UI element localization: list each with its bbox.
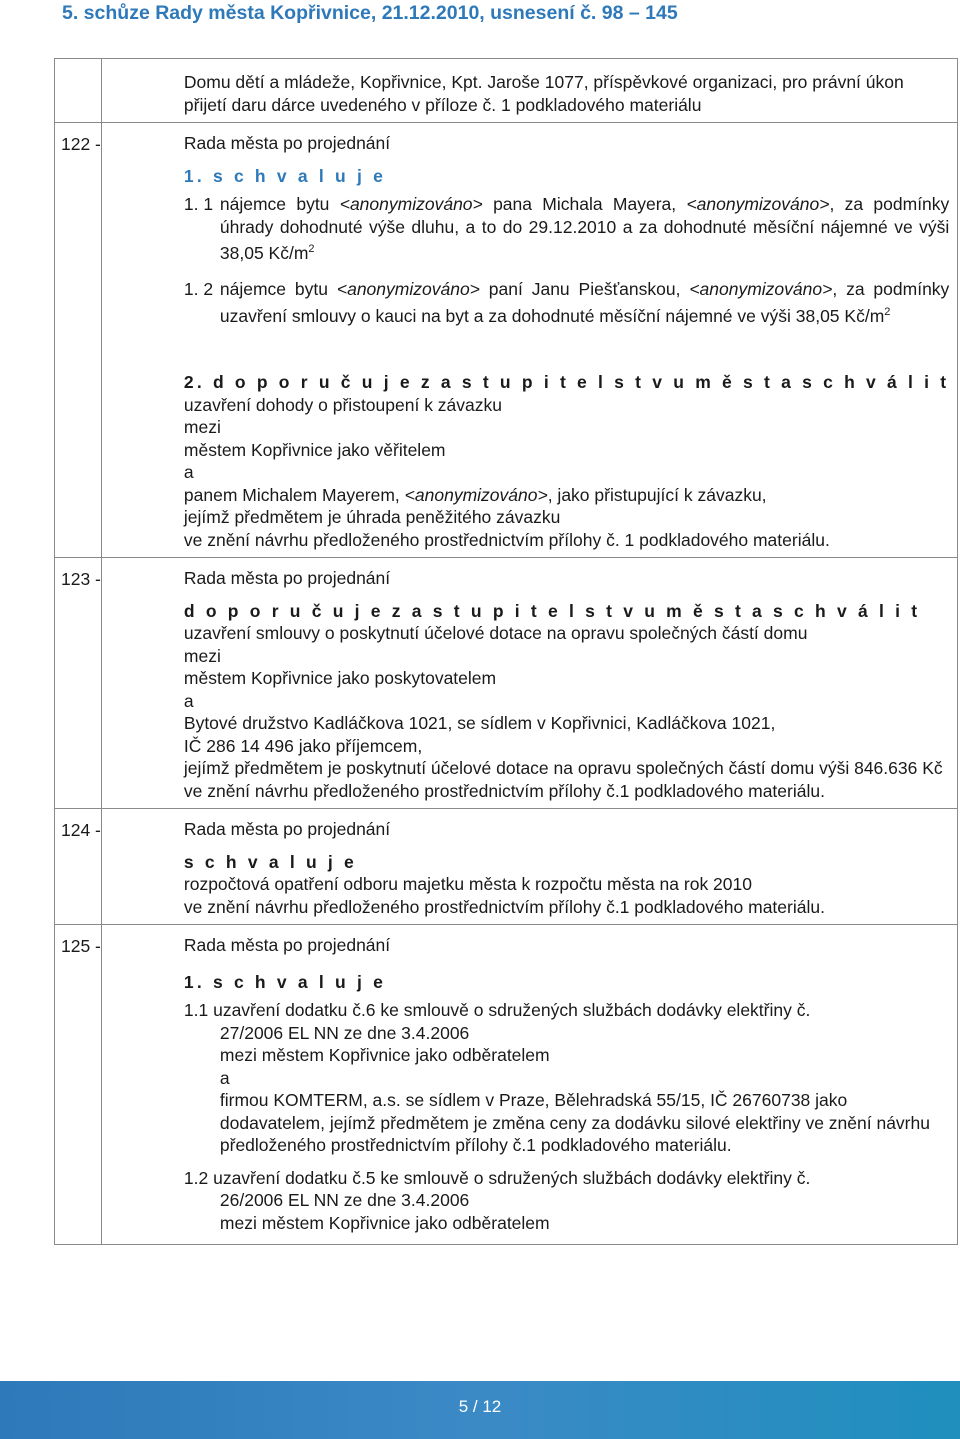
text-line: mezi městem Kopřivnice jako odběratelem bbox=[219, 1212, 550, 1233]
text-line: mezi bbox=[183, 417, 221, 438]
table-row bbox=[55, 123, 958, 558]
table-row bbox=[55, 558, 958, 809]
resolution-item bbox=[184, 278, 949, 327]
resolution-number-cell bbox=[55, 59, 102, 123]
text-line: a bbox=[183, 462, 194, 483]
approve-heading: s c h v a l u j e bbox=[183, 851, 357, 872]
text-line: a bbox=[219, 1067, 230, 1088]
approve-heading: 1. s c h v a l u j e bbox=[183, 165, 387, 186]
resolution-intro: Rada města po projednání bbox=[183, 935, 391, 956]
item-label: 1. 2 bbox=[183, 279, 214, 300]
text-line: 27/2006 EL NN ze dne 3.4.2006 bbox=[219, 1022, 470, 1043]
resolution-body-cell bbox=[101, 59, 957, 123]
item-text: nájemce bytu <anonymizováno> paní Janu Piešťanskou, <anonymizováno>, za podmínky uzavření smlouvy o kauci na byt a za dohodnuté měsíční nájemné ve výši 38,05 $Kč/m^2$ bbox=[219, 279, 950, 326]
recommend-heading: d o p o r u č u j e z a s t u p i t e l s t v u m ě s t a s c h v á l i t bbox=[183, 600, 921, 621]
resolution-body-cell bbox=[101, 809, 957, 925]
text-line: městem Kopřivnice jako poskytovatelem bbox=[183, 668, 497, 689]
recommend-heading: 2. d o p o r u č u j e z a s t u p i t e l s t v u m ě s t a s c h v á l i t bbox=[183, 372, 950, 393]
page-title: 5. schůze Rady města Kopřivnice, 21.12.2010, usnesení č. 98 – 145 bbox=[62, 2, 678, 24]
text-line: jejímž předmětem je poskytnutí účelové dotace na opravu společných částí domu výši 846.636 Kč bbox=[183, 758, 943, 779]
approve-heading: 1. s c h v a l u j e bbox=[183, 971, 387, 992]
anonymized-text: <anonymizováno> bbox=[336, 279, 480, 300]
resolution-body-cell bbox=[101, 925, 957, 1245]
anonymized-text: <anonymizováno> bbox=[686, 194, 830, 214]
anonymized-text: <anonymizováno> bbox=[339, 194, 483, 214]
text-line: 26/2006 EL NN ze dne 3.4.2006 bbox=[219, 1190, 470, 1211]
resolution-intro: Rada města po projednání bbox=[183, 568, 391, 589]
resolution-body-cell bbox=[101, 123, 957, 558]
text-line: ve znění návrhu předloženého prostřednictvím přílohy č. 1 podkladového materiálu. bbox=[183, 529, 830, 550]
table-row bbox=[55, 59, 958, 123]
anonymized-text: <anonymizováno> bbox=[689, 279, 833, 300]
text-line: uzavření dohody o přistoupení k závazku bbox=[183, 394, 503, 415]
text-line: ve znění návrhu předloženého prostřednictvím přílohy č.1 podkladového materiálu. bbox=[183, 780, 825, 801]
text-line: mezi bbox=[183, 645, 221, 666]
item-text: nájemce bytu <anonymizováno> pana Michala Mayera, <anonymizováno>, za podmínky úhrady dohodnuté výše dluhu, a to do 29.12.2010 a za dohodnuté měsíční nájemné ve výši 38,05 $Kč/m^2$ bbox=[219, 194, 950, 263]
text-line: Bytové družstvo Kadláčkova 1021, se sídlem v Kopřivnici, Kadláčkova 1021, bbox=[183, 713, 776, 734]
table-row bbox=[55, 809, 958, 925]
text-line: 1.1 uzavření dodatku č.6 ke smlouvě o sdružených službách dodávky elektřiny č. bbox=[183, 1000, 811, 1021]
resolution-number: 123 - bbox=[55, 558, 102, 809]
text-line: IČ 286 14 496 jako příjemcem, bbox=[183, 735, 423, 756]
text-line: ve znění návrhu předloženého prostřednictvím přílohy č.1 podkladového materiálu. bbox=[183, 896, 825, 917]
resolution-number: 125 - bbox=[55, 925, 102, 1245]
text-line: firmou KOMTERM, a.s. se sídlem v Praze, Bělehradská 55/15, IČ 26760738 jako dodavatelem, jejímž předmětem je změna ceny za dodávku silové elektřiny ve znění návrhu předloženého prostřednictvím přílohy č.1 podkladového materiálu. bbox=[219, 1090, 930, 1156]
table-row bbox=[55, 925, 958, 1245]
text-line: městem Kopřivnice jako věřitelem bbox=[183, 439, 446, 460]
resolution-intro: Rada města po projednání bbox=[183, 133, 391, 153]
continuation-text: Domu dětí a mládeže, Kopřivnice, Kpt. Jaroše 1077, příspěvkové organizaci, pro právní úkon přijetí daru dárce uvedeného v příloze č. 1 podkladového materiálu bbox=[183, 72, 904, 115]
resolutions-table bbox=[54, 58, 958, 1245]
resolution-number: 124 - bbox=[55, 809, 102, 925]
anonymized-text: <anonymizováno> bbox=[404, 484, 548, 505]
text-line: rozpočtová opatření odboru majetku města k rozpočtu města na rok 2010 bbox=[183, 874, 752, 895]
text-line: mezi městem Kopřivnice jako odběratelem bbox=[219, 1045, 550, 1066]
text-line: 1.2 uzavření dodatku č.5 ke smlouvě o sdružených službách dodávky elektřiny č. bbox=[183, 1167, 811, 1188]
text-line: uzavření smlouvy o poskytnutí účelové dotace na opravu společných částí domu bbox=[183, 623, 808, 644]
text-line: a bbox=[183, 690, 194, 711]
text-line: panem Michalem Mayerem, <anonymizováno>, jako přistupující k závazku, bbox=[183, 484, 767, 505]
resolution-item bbox=[184, 193, 949, 264]
item-label: 1. 1 bbox=[183, 194, 214, 214]
resolution-body-cell bbox=[101, 558, 957, 809]
resolution-intro: Rada města po projednání bbox=[183, 819, 391, 840]
page-number: 5 / 12 bbox=[458, 1397, 502, 1416]
text-line: jejímž předmětem je úhrada peněžitého závazku bbox=[183, 507, 561, 528]
resolution-number: 122 - bbox=[55, 123, 102, 558]
